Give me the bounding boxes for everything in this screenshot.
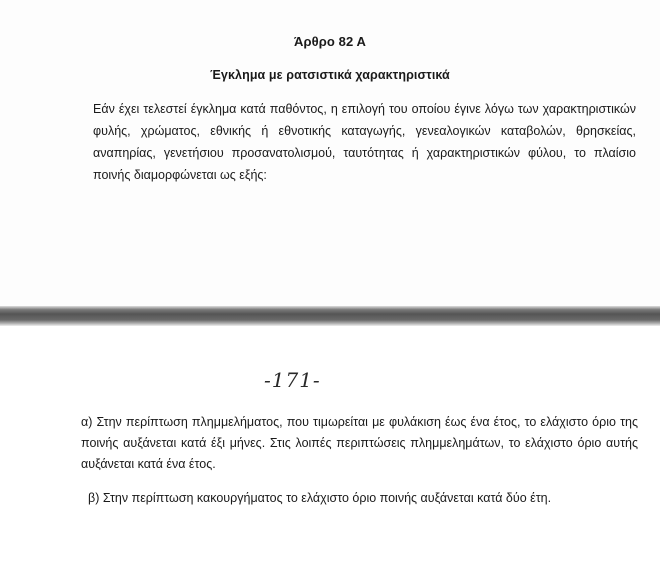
article-title: Άρθρο 82 Α	[293, 34, 367, 49]
clause-a-paragraph: α) Στην περίπτωση πλημμελήματος, που τιμωρείται με φυλάκιση έως ένα έτος, το ελάχιστο όριο της ποινής αυξάνεται κατά έξι μήνες. Στις λοιπές περιπτώσεις πλημμελημάτων, το ελάχιστο όριο αυτής αυξάνεται κατά ένα έτος.	[81, 415, 638, 471]
page-break-divider	[0, 306, 660, 326]
intro-paragraph: Εάν έχει τελεστεί έγκλημα κατά παθόντος, η επιλογή του οποίου έγινε λόγω των χαρακτηριστικών φυλής, χρώματος, εθνικής ή εθνοτικής καταγωγής, γενεαλογικών καταβολών, θρησκείας, αναπηρίας, γενετήσιου προσανατολισμού, ταυτότητας ή χαρακτηριστικών φύλου, το πλαίσιο ποινής διαμορφώνεται ως εξής:	[93, 102, 636, 182]
clause-b-paragraph: β) Στην περίπτωση κακουργήματος το ελάχιστο όριο ποινής αυξάνεται κατά δύο έτη.	[88, 491, 552, 505]
article-subtitle: Έγκλημα με ρατσιστικά χαρακτηριστικά	[210, 68, 450, 82]
page-number: -171-	[264, 368, 321, 392]
